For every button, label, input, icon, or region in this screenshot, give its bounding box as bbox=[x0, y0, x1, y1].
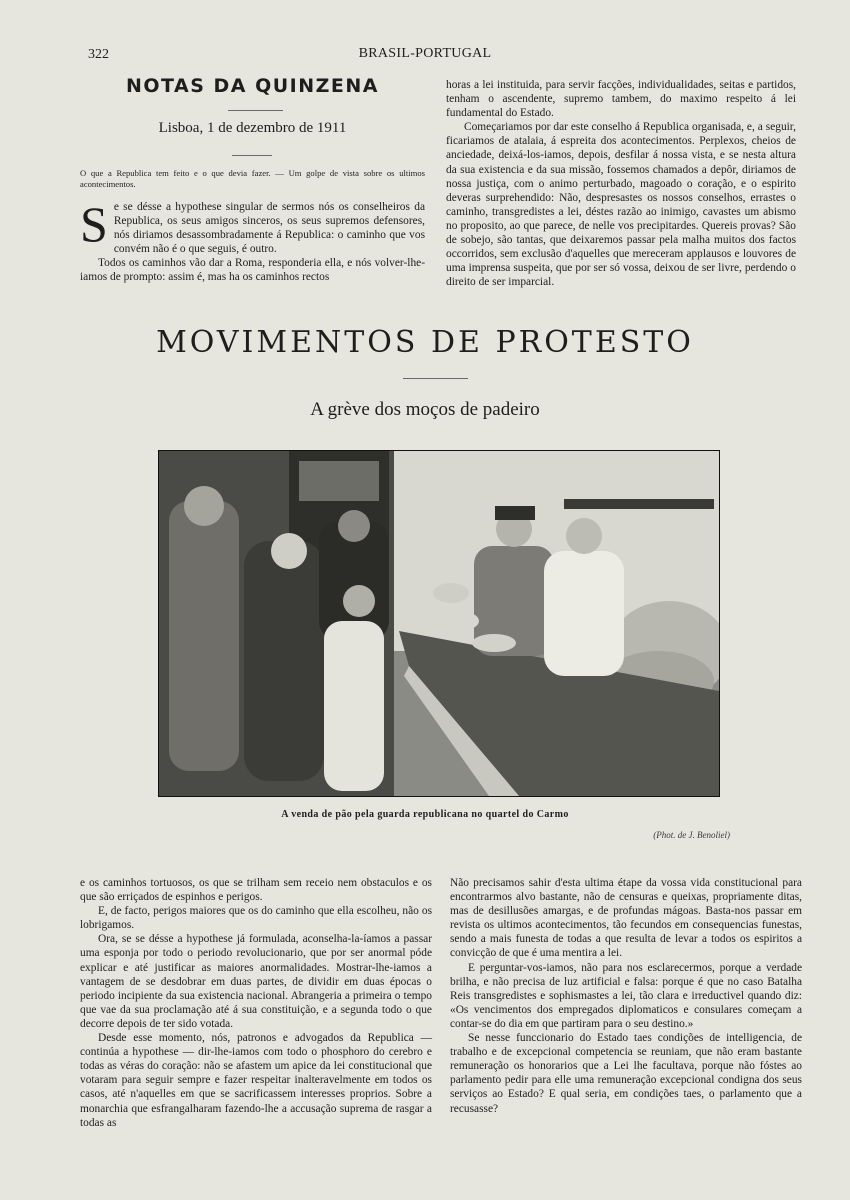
section-subtitle: A grève dos moços de padeiro bbox=[310, 399, 540, 420]
bottom-left-column bbox=[80, 876, 432, 1130]
dateline: Lisboa, 1 de dezembro de 1911 bbox=[158, 120, 347, 136]
bakery-photo bbox=[158, 450, 720, 797]
bottom-left-paragraph-1: e os caminhos tortuosos, os que se trilham sem receio nem obstaculos e os que são erriçados de espinhos e perigos. bbox=[80, 877, 432, 904]
notas-right-paragraph-1: horas a lei instituida, para servir facções, individualidades, seitas e partidos, tenham o ascendente, supremo tambem, do maximo respeito á lei fundamental do Estado. bbox=[446, 79, 796, 120]
dropcap: S bbox=[80, 196, 108, 252]
notas-right-column bbox=[446, 78, 796, 289]
notas-paragraph-1: Se se désse a hypothese singular de sermos nós os conselheiros da Republica, os seus amigos sinceros, os seus supremos defensores, nós diriamos desassombradamente á Republica: o caminho que vos convém não é o que seguis, é outro. bbox=[80, 196, 425, 256]
article-summary: O que a Republica tem feito e o que devia fazer. — Um golpe de vista sobre os ultimos acontecimentos. bbox=[80, 168, 425, 189]
section-title: MOVIMENTOS DE PROTESTO bbox=[156, 325, 694, 360]
photo-credit: (Phot. de J. Benoliel) bbox=[653, 830, 730, 840]
page-number: 322 bbox=[88, 47, 109, 62]
section-rule bbox=[403, 378, 468, 379]
bottom-left-paragraph-4: Desde esse momento, nós, patronos e advogados da Republica — continúa a hypothese — dir-lhe-iamos com todo o phosphoro do cerebro e todas as véras do coração: não se afastem um apice da lei constitucional que votaram para seguir sempre e fazer respeitar inalteravelmente em todos os casos, até n'aquelles em que se sacrificassem interesses proprios. Sobre a monarchia que esfrangalharam fazendo-lhe a accusação suprema de rasgar a todas as bbox=[80, 1032, 432, 1129]
notas-right-paragraph-2: Começariamos por dar este conselho á Republica organisada, e, a seguir, ficariamos de atalaia, á espreita dos acontecimentos. Perplexos, cheios de anciedade, deixá-los-iamos, depois, desfilar á nossa vista, e se nesta altura da sua existencia e da sua missão, fossemos chamados a depôr, diriamos de nossa justiça, com o animo perturbado, magoado o coração, e o espirito deveras surprehendido: Não, despresastes os nossos conselhos, errastes o caminho, transgredistes a lei, déstes razão ao inimigo, cavastes um abismo no proposito, ao que parece, de nelle vos precipitardes. Quereis provas? São de sobejo, são tantas, que deixaremos passar pela malha muitos dos factos occorridos, sem exclusão d'aquelles que mereceram applausos e louvores de uma imprensa suspeita, que por ser só vossa, deixou de ser livre, perdendo o direito de ser imparcial. bbox=[446, 121, 796, 289]
bottom-right-column bbox=[450, 876, 802, 1116]
title-rule bbox=[228, 110, 283, 111]
notas-paragraph-2: Todos os caminhos vão dar a Roma, responderia ella, e nós volver-lhe-iamos de prompto: assim é, mas ha os caminhos rectos bbox=[80, 257, 425, 284]
notas-left-column bbox=[80, 196, 425, 285]
bottom-left-paragraph-3: Ora, se se désse a hypothese já formulada, aconselha-la-íamos a passar uma esponja por todo o periodo revolucionario, que por ser anormal póde explicar e até justificar as maiores anormalidades. Mostrar-lhe-iamos a vantagem de se desdobrar em duas partes, de dividir em duas épocas o periodo incipiente da sua existencia nacional. Abrangeria a primeira o tempo que vae da sua proclamação até á sua constituição, e a segunda todo o que decorre depois de ter sido votada. bbox=[80, 933, 432, 1030]
photo-caption: A venda de pão pela guarda republicana no quartel do Carmo bbox=[281, 809, 569, 820]
bottom-right-paragraph-3: Se nesse funccionario do Estado taes condições de intelligencia, de trabalho e de excepcional competencia se reuniam, que não eram bastante remuneração os honorarios que a Lei lhe facultava, porque não fóstes ao parlamento pedir para elle uma remuneração excepcional condigna dos seus serviços ao Estado? E qual seria, em condições taes, o parlamento que a recusasse? bbox=[450, 1032, 802, 1115]
bottom-right-paragraph-1: Não precisamos sahir d'esta ultima étape da vossa vida constitucional para encontrarmos alvo bastante, não de censuras e queixas, propriamente ditas, mas de desillusões amargas, e de profundas mágoas. Basta-nos passar em revista os ultimos acontecimentos, tão fecundos em consequencias funestas, sendo a mais funesta de todas a que resulta de levar a todos os espiritos a convicção de que é uma mentira a lei. bbox=[450, 877, 802, 960]
bottom-left-paragraph-2: E, de facto, perigos maiores que os do caminho que ella escolheu, não os lobrigamos. bbox=[80, 905, 432, 932]
bottom-right-paragraph-2: E perguntar-vos-iamos, não para nos esclarecermos, porque a verdade brilha, e não precisa de luz artificial e falsa: porque é que no caso Batalha Reis transgredistes e sophismastes a lei, tão clara e irreductivel quando diz: «Os vencimentos dos empregados diplomaticos e consulares começam a contar-se do dia em que partiram para o seu destino.» bbox=[450, 961, 802, 1030]
notas-title: NOTAS DA QUINZENA bbox=[125, 75, 380, 97]
dateline-rule bbox=[232, 155, 272, 156]
photo-illustration bbox=[159, 451, 719, 796]
running-header: BRASIL-PORTUGAL bbox=[358, 46, 492, 61]
